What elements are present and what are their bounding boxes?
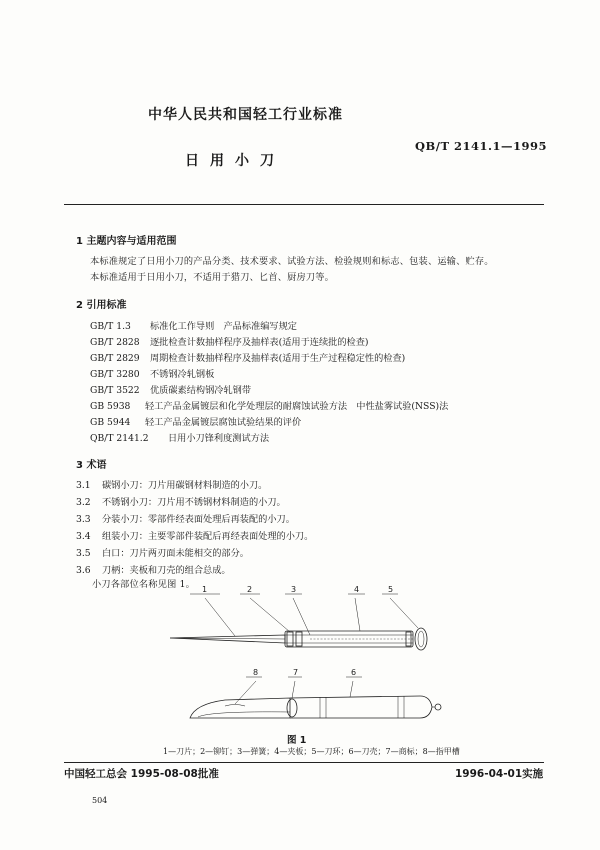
ref-item: GB/T 3280 不锈钢冷轧钢板 <box>90 369 215 380</box>
header-rule <box>64 204 544 205</box>
figure-label-6: 6 <box>351 668 357 677</box>
approval-date: 中国轻工总会 1995-08-08批准 <box>64 768 219 780</box>
term-item: 3.1 碳钢小刀：刀片用碳钢材料制造的小刀。 <box>76 480 268 491</box>
pivot-shape <box>287 699 297 717</box>
implementation-date: 1996-04-01实施 <box>455 768 544 780</box>
footer-rule <box>64 762 544 763</box>
doc-title: 日用小刀 <box>185 153 285 169</box>
rivet-mark <box>287 632 293 646</box>
term-item: 3.2 不锈钢小刀：刀片用不锈钢材料制造的小刀。 <box>76 497 286 508</box>
knife-figure <box>150 586 450 736</box>
ref-item: GB/T 2829 周期检查计数抽样程序及抽样表(适用于生产过程稳定性的检查) <box>90 353 406 364</box>
figure-label-7: 7 <box>293 668 299 677</box>
figure-label-1: 1 <box>202 586 208 594</box>
term-item: 3.5 白口：刀片两刃面未能相交的部分。 <box>76 548 249 559</box>
term-item: 3.4 组装小刀：主要零部件装配后再经表面处理的小刀。 <box>76 531 314 542</box>
figure-intro: 小刀各部位名称见图 1。 <box>92 579 196 590</box>
term-item: 3.6 刀柄：夹板和刀壳的组合总成。 <box>76 565 231 576</box>
figure-legend: 1—刀片；2—铆钉；3—弹簧；4—夹板；5—刀环；6—刀壳；7—商标；8—指甲槽 <box>163 747 460 756</box>
figure-label-3: 3 <box>291 586 297 594</box>
section1-para1: 本标准规定了日用小刀的产品分类、技术要求、试验方法、检验规则和标志、包装、运输、贮存。 <box>90 256 494 267</box>
knife-side-view <box>170 594 427 650</box>
figure-label-5: 5 <box>388 586 394 594</box>
ring-shape <box>415 628 427 650</box>
section3-heading: 3 术语 <box>76 460 107 471</box>
section1-para2: 本标准适用于日用小刀，不适用于猎刀、匕首、厨房刀等。 <box>90 272 335 283</box>
ref-item: GB 5938 轻工产品金属镀层和化学处理层的耐腐蚀试验方法 中性盐雾试验(NSS)法 <box>90 401 449 412</box>
org-title: 中华人民共和国轻工行业标准 <box>148 107 343 123</box>
nail-groove <box>225 705 245 707</box>
standard-number: QB/T 2141.1—1995 <box>415 139 548 153</box>
handle-profile <box>290 696 432 718</box>
term-item: 3.3 分装小刀：零部件经表面处理后再装配的小刀。 <box>76 514 295 525</box>
section2-heading: 2 引用标准 <box>76 300 127 311</box>
knife-profile-view <box>190 677 441 718</box>
figure-label-4: 4 <box>354 586 360 594</box>
figure-label-8: 8 <box>253 668 259 677</box>
end-ring <box>435 704 441 710</box>
ref-item: GB/T 3522 优质碳素结构钢冷轧钢带 <box>90 385 252 396</box>
rivet-mark <box>296 632 302 646</box>
section1-heading: 1 主题内容与适用范围 <box>76 236 177 247</box>
ref-item: GB 5944 轻工产品金属镀层腐蚀试验结果的评价 <box>90 417 302 428</box>
ref-item: QB/T 2141.2 日用小刀锋利度测试方法 <box>90 433 270 444</box>
ref-item: GB/T 1.3 标准化工作导则 产品标准编写规定 <box>90 321 297 332</box>
figure-caption: 图 1 <box>287 735 307 746</box>
page-number: 504 <box>92 796 108 805</box>
ref-item: GB/T 2828 逐批检查计数抽样程序及抽样表(适用于连续批的检查) <box>90 337 369 348</box>
figure-label-2: 2 <box>247 586 253 594</box>
